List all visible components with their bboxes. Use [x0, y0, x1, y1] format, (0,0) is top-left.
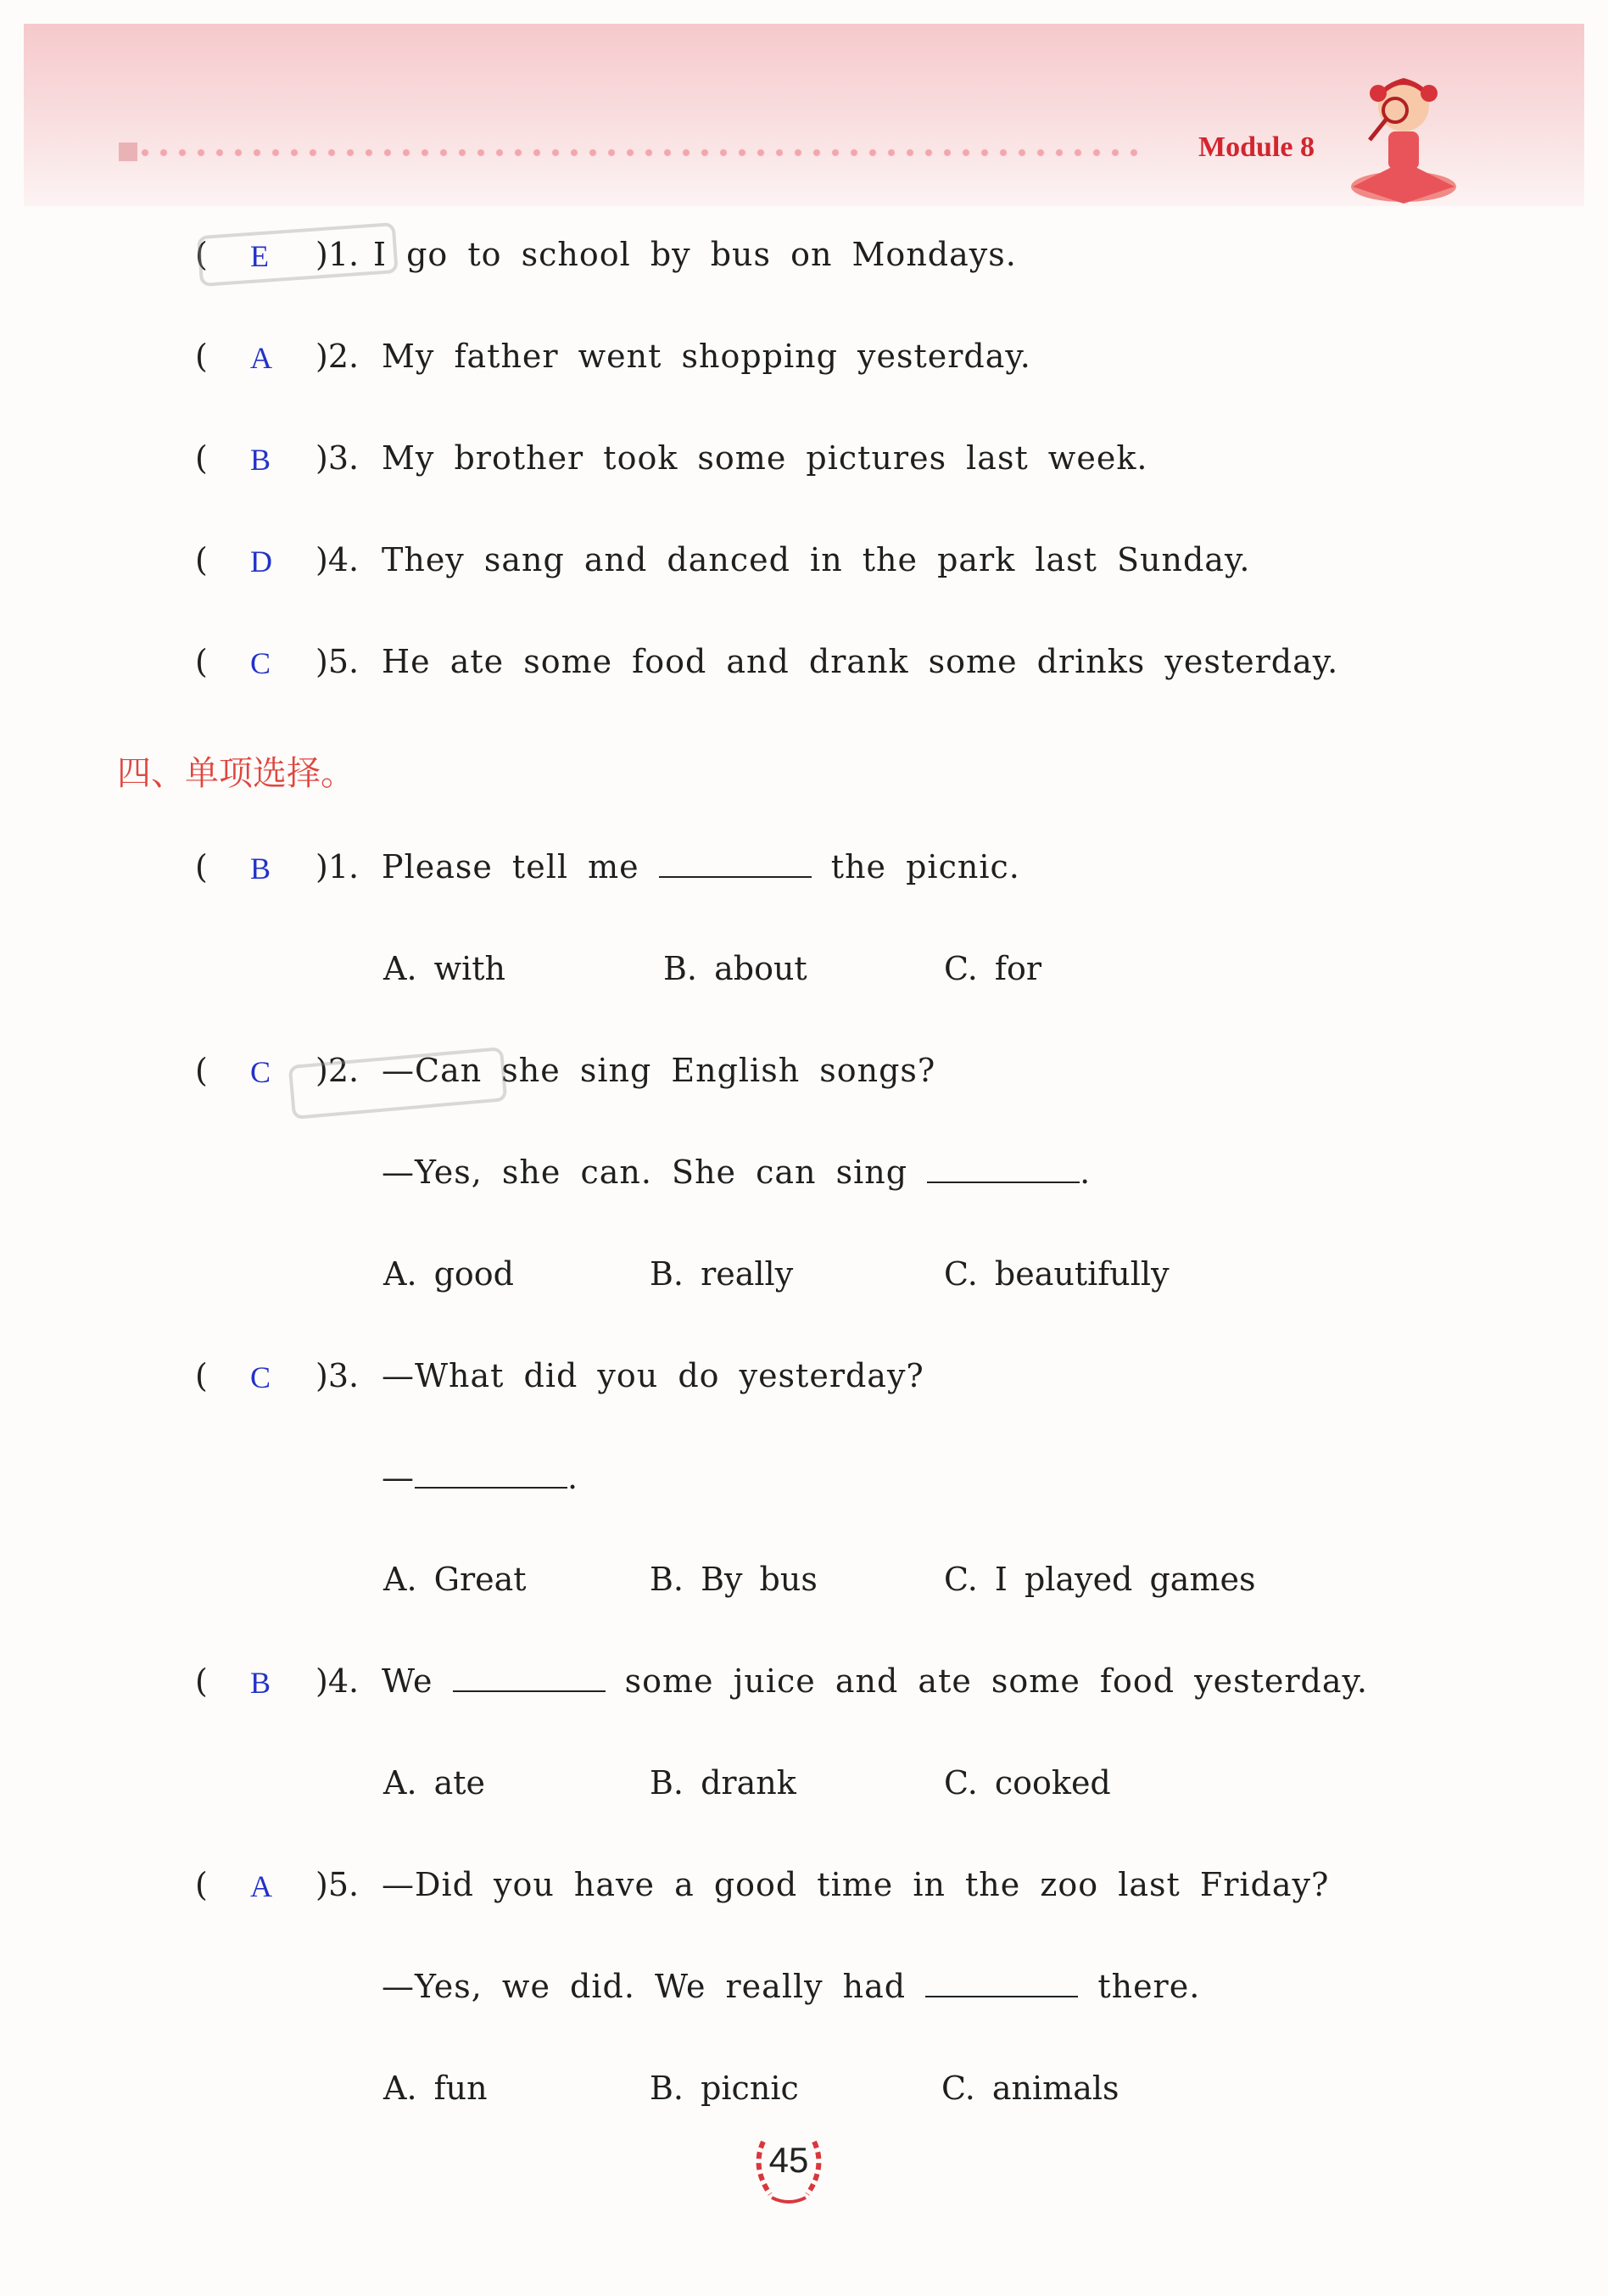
stem-text: —Yes, she can. She can sing	[382, 1154, 908, 1191]
answer-paren-open: (	[195, 848, 208, 885]
option-c: C. cooked	[944, 1764, 1111, 1802]
matching-sentence: My father went shopping yesterday.	[382, 338, 1031, 375]
answer-letter: A	[250, 341, 272, 375]
question-stem	[382, 848, 1020, 885]
answer-letter: B	[250, 443, 271, 477]
answer-letter: B	[250, 1666, 271, 1700]
stem-text: Please tell me	[382, 848, 639, 885]
option-c: C. I played games	[944, 1561, 1256, 1598]
question-number: )2.	[315, 338, 360, 375]
question-line-2	[382, 1459, 578, 1496]
matching-sentence: I go to school by bus on Mondays.	[373, 236, 1017, 273]
stem-text: there.	[1097, 1968, 1201, 2005]
option-b: B. By bus	[650, 1561, 818, 1598]
question-number: )4.	[315, 1662, 360, 1700]
answer-letter: D	[250, 545, 272, 578]
question-number: )1.	[315, 236, 360, 273]
answer-paren-open: (	[195, 1662, 208, 1700]
answer-letter: B	[250, 852, 271, 885]
option-a: A. with	[383, 950, 506, 987]
answer-paren-open: (	[195, 541, 208, 578]
answer-blank	[415, 1486, 567, 1489]
answer-paren-open: (	[195, 439, 208, 477]
question-line-1: —What did you do yesterday?	[382, 1357, 924, 1394]
option-c: C. beautifully	[944, 1255, 1170, 1293]
answer-blank	[927, 1181, 1080, 1183]
option-b: B. drank	[650, 1764, 796, 1802]
matching-sentence: My brother took some pictures last week.	[382, 439, 1148, 477]
question-number: )1.	[315, 848, 360, 885]
matching-sentence: They sang and danced in the park last Sunday.	[382, 541, 1251, 578]
question-line-1: —Did you have a good time in the zoo last Friday?	[382, 1866, 1330, 1903]
answer-blank	[659, 875, 812, 878]
answer-letter: A	[250, 1869, 272, 1903]
stem-text: —Yes, we did. We really had	[382, 1968, 907, 2005]
watermark-stamp	[197, 222, 434, 290]
answer-paren-open: (	[195, 1866, 208, 1903]
stem-text: .	[567, 1459, 579, 1496]
option-a: A. ate	[383, 1764, 486, 1802]
option-a: A. good	[383, 1255, 515, 1293]
answer-blank	[453, 1690, 606, 1692]
answer-blank	[925, 1995, 1078, 1997]
question-number: )5.	[315, 643, 360, 680]
answer-letter: C	[250, 646, 271, 680]
page-number: 45	[768, 2140, 809, 2180]
stem-text: the picnic.	[830, 848, 1020, 885]
section-title: 四、单项选择。	[117, 754, 355, 793]
question-number: )2.	[315, 1052, 360, 1089]
option-b: B. about	[663, 950, 807, 987]
module-title: Module 8	[1198, 131, 1315, 163]
question-line-2	[382, 1154, 1091, 1191]
question-number: )3.	[315, 439, 360, 477]
question-number: )3.	[315, 1357, 360, 1394]
answer-letter: C	[250, 1360, 271, 1394]
answer-paren-open: (	[195, 1052, 208, 1089]
question-stem	[382, 1662, 1368, 1700]
matching-sentence: He ate some food and drank some drinks yesterday.	[382, 643, 1339, 680]
question-number: )5.	[315, 1866, 360, 1903]
answer-letter: E	[250, 239, 269, 273]
option-c: C. for	[944, 950, 1041, 987]
watermark-stamp	[288, 1047, 526, 1124]
option-c: C. animals	[941, 2070, 1119, 2107]
option-a: A. fun	[383, 2070, 488, 2107]
stem-text: —	[382, 1459, 415, 1496]
question-line-1: —Can she sing English songs?	[382, 1052, 936, 1089]
answer-paren-open: (	[195, 1357, 208, 1394]
option-a: A. Great	[383, 1561, 527, 1598]
stem-text: .	[1080, 1154, 1092, 1191]
page-number-badge	[746, 2125, 831, 2209]
option-b: B. picnic	[650, 2070, 799, 2107]
question-line-2	[382, 1968, 1200, 2005]
question-number: )4.	[315, 541, 360, 578]
header-square-marker	[119, 142, 137, 161]
option-b: B. really	[650, 1255, 794, 1293]
answer-paren-open: (	[195, 338, 208, 375]
answer-paren-open: (	[195, 236, 208, 273]
header-dot-rule	[136, 148, 1145, 158]
stem-text: some juice and ate some food yesterday.	[624, 1662, 1368, 1700]
answer-paren-open: (	[195, 643, 208, 680]
stem-text: We	[382, 1662, 433, 1700]
answer-letter: C	[250, 1055, 271, 1089]
girl-reading-icon	[1344, 59, 1463, 212]
